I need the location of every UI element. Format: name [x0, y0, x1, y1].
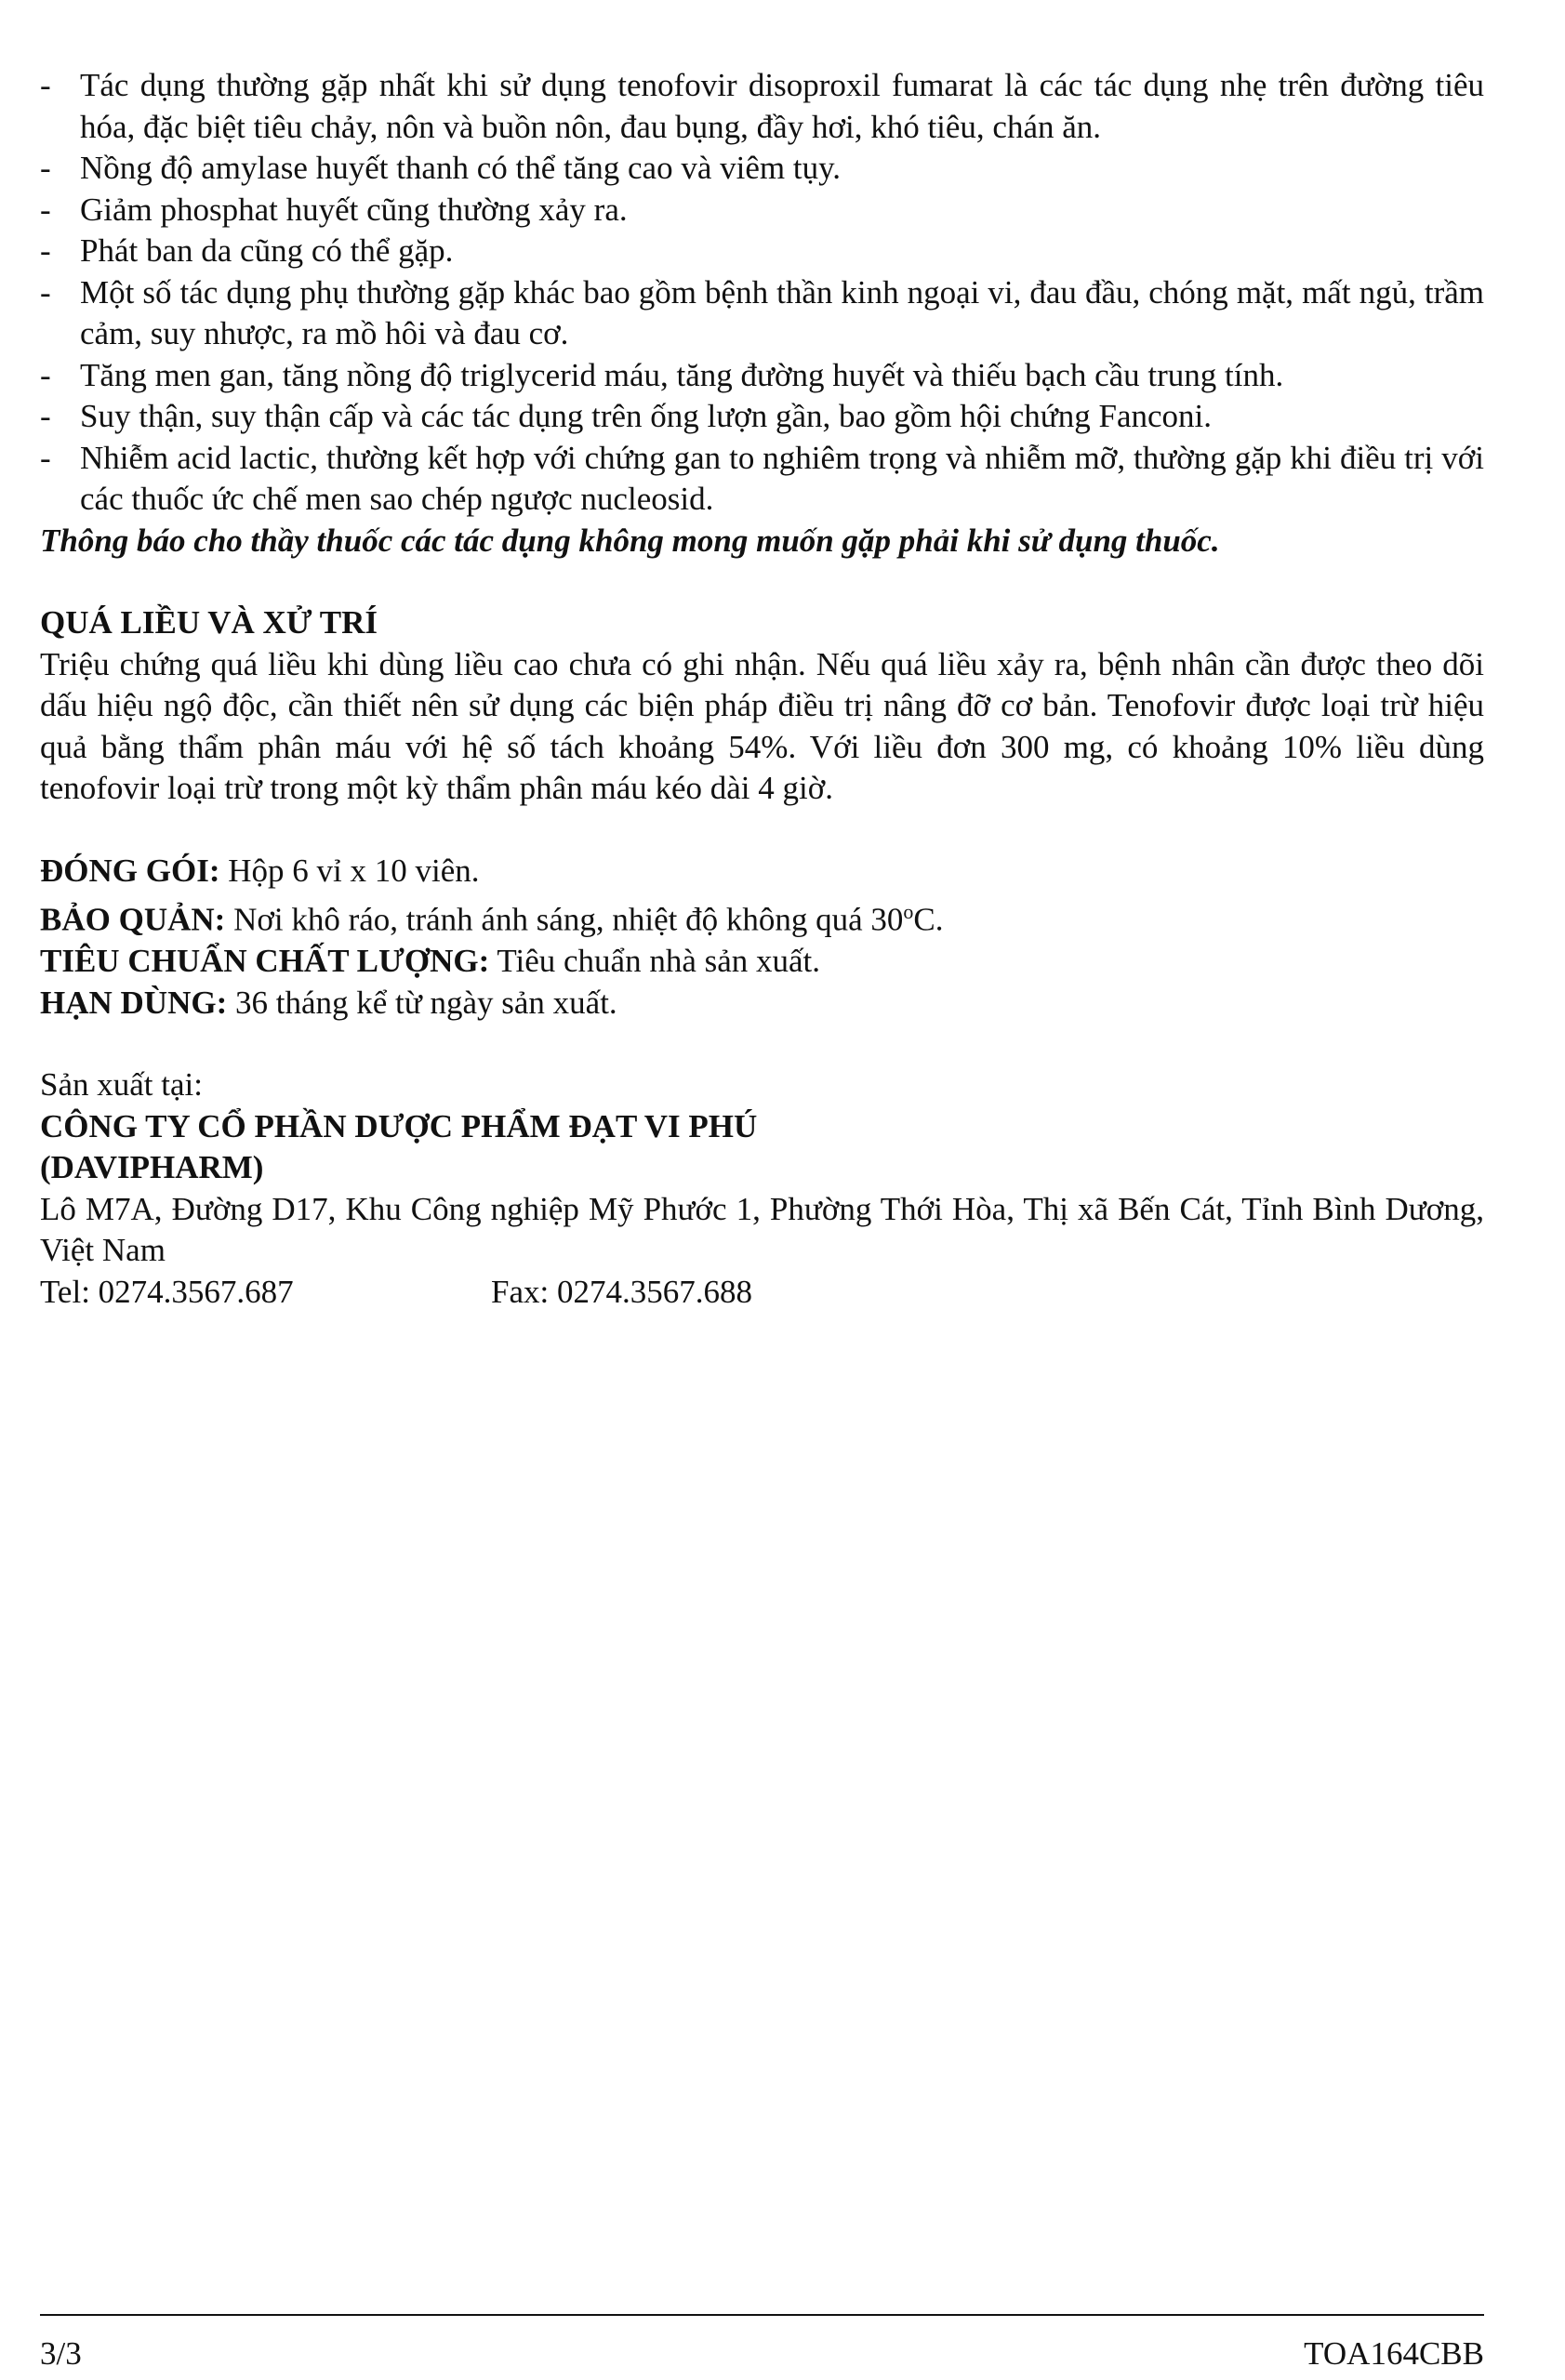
list-item: - Suy thận, suy thận cấp và các tác dụng trên ống lượn gần, bao gồm hội chứng Fanconi.	[40, 396, 1484, 438]
packaging-line: ĐÓNG GÓI: Hộp 6 vỉ x 10 viên.	[40, 852, 480, 889]
list-item: - Một số tác dụng phụ thường gặp khác bao gồm bệnh thần kinh ngoại vi, đau đầu, chóng mặt, mất ngủ, trầm cảm, suy nhược, ra mồ hôi và đau cơ.	[40, 273, 1484, 351]
page-footer	[40, 2334, 1484, 2374]
manufacturer-intro: Sản xuất tại:	[40, 1066, 203, 1104]
bullet-dash: -	[40, 273, 51, 311]
manufacturer-name: CÔNG TY CỔ PHẦN DƯỢC PHẨM ĐẠT VI PHÚ	[40, 1107, 758, 1144]
bullet-dash: -	[40, 232, 51, 269]
side-effects-list	[40, 65, 1484, 521]
list-item: - Giảm phosphat huyết cũng thường xảy ra.	[40, 190, 1484, 231]
manufacturer-tel: Tel: 0274.3567.687	[40, 1273, 294, 1310]
list-item: - Nhiễm acid lactic, thường kết hợp với chứng gan to nghiêm trọng và nhiễm mỡ, thường gặp khi điều trị với các thuốc ức chế men sao chép ngược nucleosid.	[40, 439, 1484, 517]
list-item: - Tác dụng thường gặp nhất khi sử dụng tenofovir disoproxil fumarat là các tác dụng nhẹ trên đường tiêu hóa, đặc biệt tiêu chảy, nôn và buồn nôn, đau bụng, đầy hơi, khó tiêu, chán ăn.	[40, 67, 1484, 145]
manufacturer-fax: Fax: 0274.3567.688	[491, 1273, 752, 1310]
document-code: TOA164CBB	[1304, 2335, 1484, 2372]
adverse-effect-notice: Thông báo cho thầy thuốc các tác dụng không mong muốn gặp phải khi sử dụng thuốc.	[40, 522, 1220, 559]
bullet-dash: -	[40, 191, 51, 228]
bullet-dash: -	[40, 67, 51, 103]
contact-row	[40, 1272, 1484, 1314]
bullet-dash: -	[40, 398, 51, 434]
list-item: - Phát ban da cũng có thể gặp.	[40, 231, 1484, 272]
manufacturer-address: Lô M7A, Đường D17, Khu Công nghiệp Mỹ Phước 1, Phường Thới Hòa, Thị xã Bến Cát, Tỉnh Bình Dương, Việt Nam	[40, 1190, 1484, 1269]
bullet-dash: -	[40, 150, 51, 186]
list-item: - Nồng độ amylase huyết thanh có thể tăng cao và viêm tụy.	[40, 148, 1484, 190]
quality-standard-line: TIÊU CHUẨN CHẤT LƯỢNG: Tiêu chuẩn nhà sản xuất.	[40, 943, 821, 980]
bullet-dash: -	[40, 356, 51, 393]
expiry-line: HẠN DÙNG: 36 tháng kể từ ngày sản xuất.	[40, 984, 617, 1021]
document-body	[40, 65, 1484, 1313]
overdose-text: Triệu chứng quá liều khi dùng liều cao chưa có ghi nhận. Nếu quá liều xảy ra, bệnh nhân cần được theo dõi dấu hiệu ngộ độc, cần thiết nên sử dụng các biện pháp điều trị nâng đỡ cơ bản. Tenofovir được loại trừ hiệu quả bằng thẩm phân máu với hệ số tách khoảng 54%. Với liều đơn 300 mg, có khoảng 10% liều dùng tenofovir loại trừ trong một kỳ thẩm phân máu kéo dài 4 giờ.	[40, 645, 1484, 806]
list-item: - Tăng men gan, tăng nồng độ triglycerid máu, tăng đường huyết và thiếu bạch cầu trung tính.	[40, 355, 1484, 397]
manufacturer-short-name: (DAVIPHARM)	[40, 1149, 264, 1186]
bullet-dash: -	[40, 439, 51, 476]
overdose-heading: QUÁ LIỀU VÀ XỬ TRÍ	[40, 604, 378, 641]
storage-line: BẢO QUẢN: Nơi khô ráo, tránh ánh sáng, nhiệt độ không quá 30$^o$C.	[40, 900, 944, 938]
footer-divider	[40, 2314, 1484, 2316]
page-number: 3/3	[40, 2335, 82, 2372]
